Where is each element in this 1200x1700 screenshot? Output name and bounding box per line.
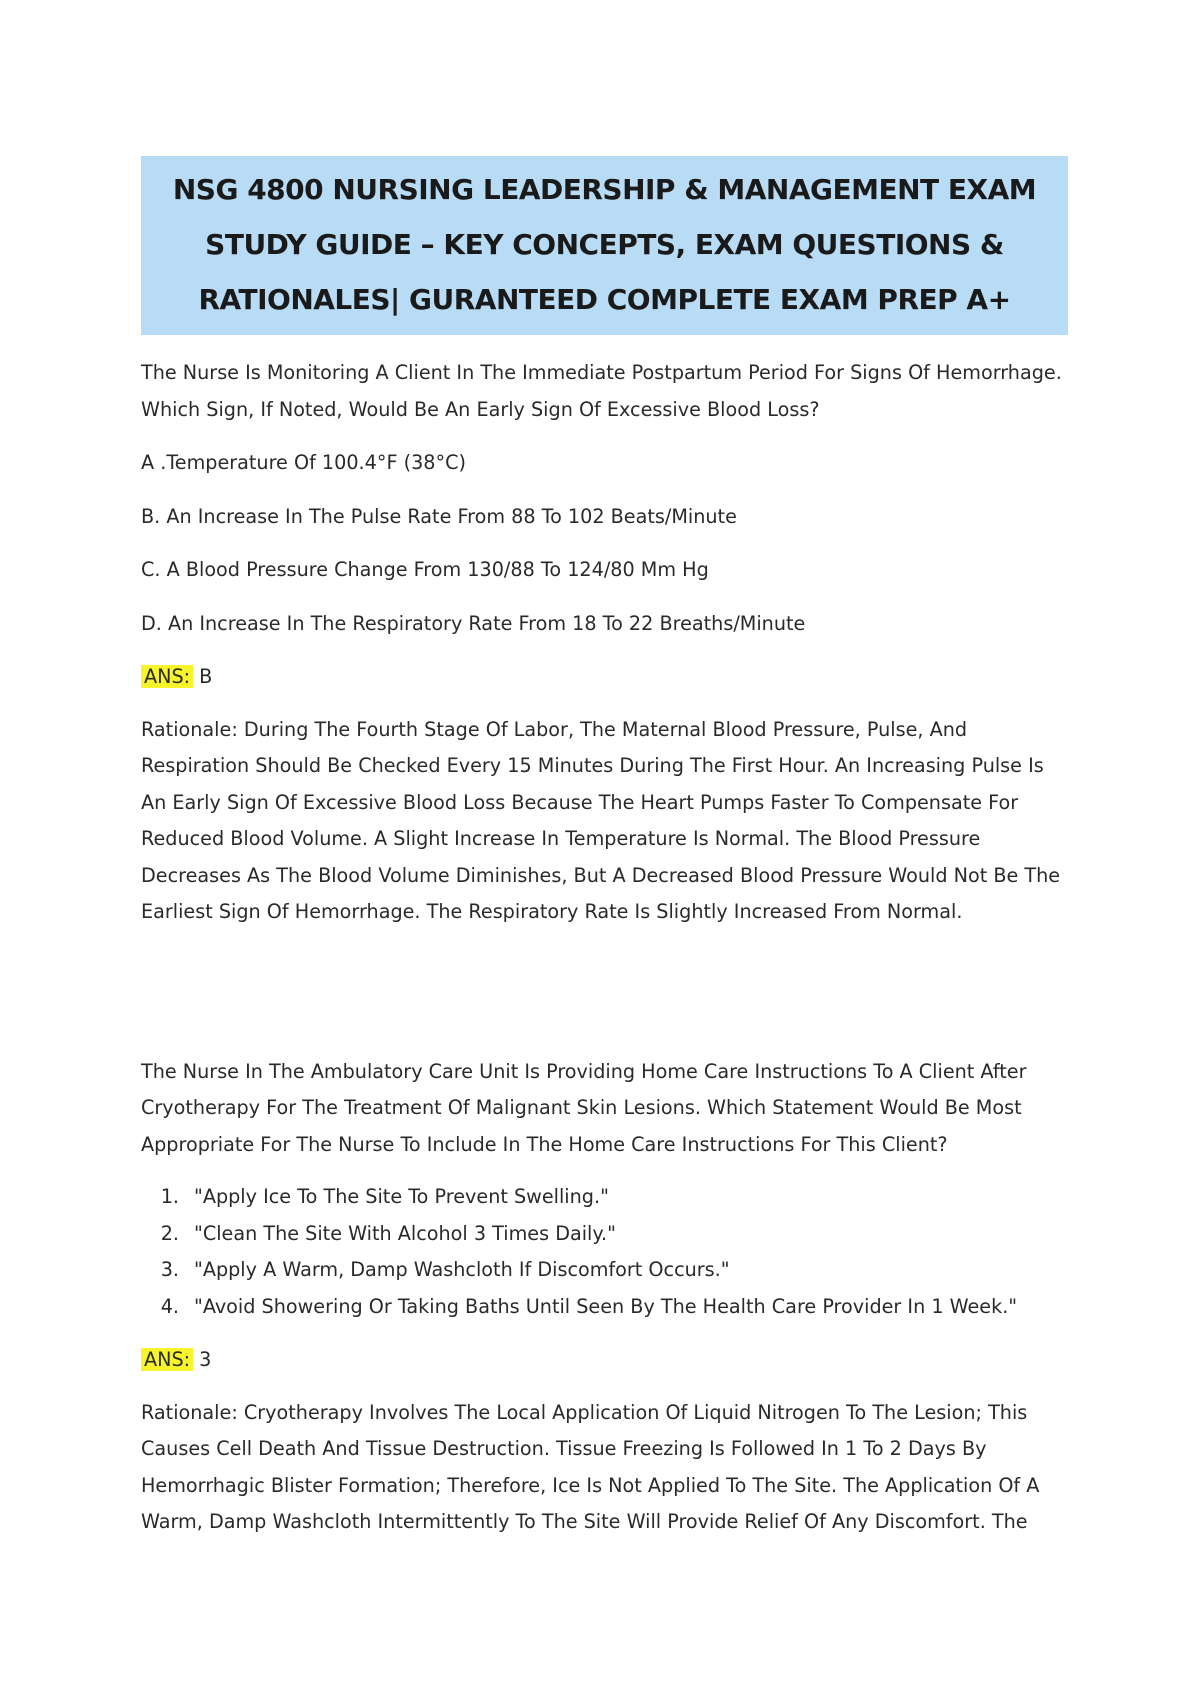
rationale-line: Decreases As The Blood Volume Diminishes, But A Decreased Blood Pressure Would Not Be The <box>141 863 1061 887</box>
rationale-line: Causes Cell Death And Tissue Destruction. Tissue Freezing Is Followed In 1 To 2 Days By <box>141 1437 987 1460</box>
question-2-answer <box>141 1342 1068 1379</box>
option-number: 2. <box>160 1221 179 1245</box>
question-1-option-d: D. An Increase In The Respiratory Rate From 18 To 22 Breaths/Minute <box>141 611 806 635</box>
list-item <box>141 1179 1068 1216</box>
title-line: RATIONALES| GURANTEED COMPLETE EXAM PREP A+ <box>198 283 1011 316</box>
option-text: "Avoid Showering Or Taking Baths Until Seen By The Health Care Provider In 1 Week." <box>194 1294 1018 1318</box>
option-text: "Apply Ice To The Site To Prevent Swelling." <box>194 1185 609 1208</box>
rationale-line: Hemorrhagic Blister Formation; Therefore, Ice Is Not Applied To The Site. The Application Of A <box>141 1473 1040 1497</box>
option-number: 3. <box>160 1258 179 1281</box>
option-number: 1. <box>160 1185 179 1208</box>
stem-line: The Nurse Is Monitoring A Client In The Immediate Postpartum Period For Signs Of Hemorrhage. <box>141 361 1062 384</box>
question-1-stem <box>141 355 1068 428</box>
list-item <box>141 1216 1068 1253</box>
question-2-stem <box>141 1054 1068 1164</box>
rationale-line: Earliest Sign Of Hemorrhage. The Respiratory Rate Is Slightly Increased From Normal. <box>141 900 963 923</box>
question-1-option-b: B. An Increase In The Pulse Rate From 88 To 102 Beats/Minute <box>141 504 737 528</box>
title-line: NSG 4800 NURSING LEADERSHIP & MANAGEMENT EXAM <box>172 173 1037 206</box>
answer-label: ANS: <box>141 1348 193 1371</box>
question-1-rationale <box>141 712 1068 931</box>
rationale-line: An Early Sign Of Excessive Blood Loss Because The Heart Pumps Faster To Compensate For <box>141 790 1019 814</box>
question-1-answer <box>141 659 1068 696</box>
stem-line: Cryotherapy For The Treatment Of Malignant Skin Lesions. Which Statement Would Be Most <box>141 1096 1022 1119</box>
stem-line: Appropriate For The Nurse To Include In The Home Care Instructions For This Client? <box>141 1132 948 1156</box>
rationale-line: Respiration Should Be Checked Every 15 Minutes During The First Hour. An Increasing Pulse Is <box>141 754 1044 777</box>
answer-value: B <box>199 665 213 688</box>
list-item <box>141 1252 1068 1289</box>
rationale-line: Reduced Blood Volume. A Slight Increase In Temperature Is Normal. The Blood Pressure <box>141 827 981 850</box>
question-2-rationale <box>141 1395 1068 1541</box>
rationale-line: Rationale: Cryotherapy Involves The Local Application Of Liquid Nitrogen To The Lesion; This <box>141 1400 1028 1424</box>
stem-line: The Nurse In The Ambulatory Care Unit Is Providing Home Care Instructions To A Client After <box>141 1059 1027 1083</box>
question-2-options <box>141 1179 1068 1325</box>
title-line: STUDY GUIDE – KEY CONCEPTS, EXAM QUESTIONS & <box>205 228 1004 261</box>
question-1-option-c: C. A Blood Pressure Change From 130/88 To 124/80 Mm Hg <box>141 558 709 581</box>
rationale-line: Rationale: During The Fourth Stage Of Labor, The Maternal Blood Pressure, Pulse, And <box>141 717 968 741</box>
answer-value: 3 <box>199 1348 212 1371</box>
title-banner <box>141 156 1068 335</box>
document-page <box>141 156 1068 1541</box>
option-text: "Apply A Warm, Damp Washcloth If Discomfort Occurs." <box>194 1258 730 1281</box>
option-number: 4. <box>160 1294 179 1318</box>
list-item <box>141 1289 1068 1326</box>
question-1-option-a: A .Temperature Of 100.4°F (38°C) <box>141 451 466 474</box>
stem-line: Which Sign, If Noted, Would Be An Early Sign Of Excessive Blood Loss? <box>141 397 820 421</box>
rationale-line: Warm, Damp Washcloth Intermittently To The Site Will Provide Relief Of Any Discomfort. The <box>141 1510 1028 1533</box>
option-text: "Clean The Site With Alcohol 3 Times Daily." <box>194 1221 616 1245</box>
answer-label: ANS: <box>141 665 193 688</box>
